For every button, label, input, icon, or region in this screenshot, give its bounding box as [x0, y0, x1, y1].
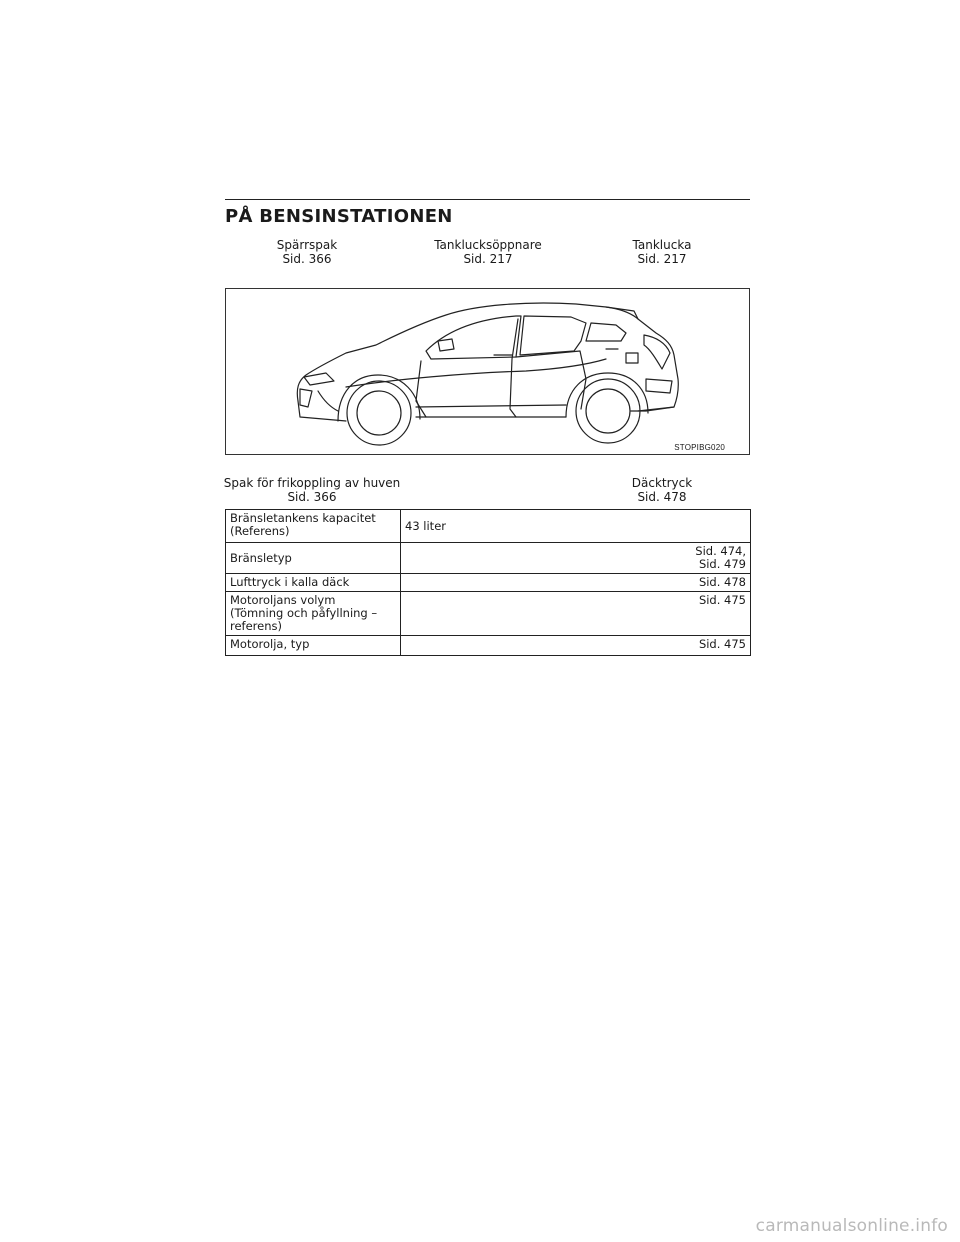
car-figure: [225, 288, 750, 455]
spec-value-line: Sid. 478: [698, 575, 746, 589]
figure-code: STOPIBG020: [674, 443, 725, 452]
table-row: [226, 510, 751, 543]
spec-label: [226, 510, 401, 543]
spec-value-line: Sid. 475: [698, 637, 746, 651]
spec-label: [226, 592, 401, 636]
spec-label-line: Lufttryck i kalla däck: [230, 575, 350, 589]
callout-tanklucksoppnare: [423, 238, 553, 266]
watermark-text: carmanualsonline.info: [755, 1216, 948, 1236]
spec-label-line: (Tömning och påfyllning –: [230, 606, 378, 620]
spec-label-line: Bränsletankens kapacitet: [230, 511, 376, 525]
callout-ref: Sid. 366: [287, 490, 337, 504]
callout-ref: Sid. 366: [282, 252, 332, 266]
table-row: [226, 543, 751, 574]
spec-value-line: 43 liter: [405, 518, 446, 533]
spec-label-line: Bränsletyp: [230, 550, 292, 565]
callout-ref: Sid. 217: [463, 252, 513, 266]
callout-label: Tanklucka: [632, 238, 692, 252]
table-row: [226, 636, 751, 656]
page-title: PÅ BENSINSTATIONEN: [225, 206, 453, 227]
car-side-illustration: [226, 289, 749, 454]
table-row: [226, 574, 751, 592]
spec-label: [226, 543, 401, 574]
table-row: [226, 592, 751, 636]
spec-value: [401, 543, 751, 574]
spec-label: [226, 636, 401, 656]
callout-label: Spärrspak: [276, 238, 338, 252]
spec-value-line: Sid. 475: [698, 593, 746, 607]
spec-value-line: Sid. 479: [698, 557, 746, 571]
specs-table: [225, 509, 751, 656]
spec-label-line: referens): [230, 619, 282, 633]
callout-tanklucka: [618, 238, 706, 266]
spec-value: [401, 592, 751, 636]
callout-huvspak: [222, 476, 402, 504]
callout-dacktryck: [618, 476, 706, 504]
spec-value: [401, 636, 751, 656]
callout-ref: Sid. 217: [637, 252, 687, 266]
spec-label-line: (Referens): [230, 524, 290, 538]
callout-label: Spak för frikoppling av huven: [223, 476, 401, 490]
header-rule: [225, 199, 750, 200]
spec-label-line: Motoroljans volym: [230, 593, 336, 607]
spec-value: [401, 574, 751, 592]
callout-label: Tanklucksöppnare: [434, 238, 542, 252]
spec-value: [401, 510, 751, 543]
spec-label: [226, 574, 401, 592]
callout-label: Däcktryck: [631, 476, 693, 490]
spec-label-line: Motorolja, typ: [230, 637, 310, 651]
callout-sparrspak: [257, 238, 357, 266]
callout-ref: Sid. 478: [637, 490, 687, 504]
spec-value-line: Sid. 474,: [695, 544, 746, 558]
